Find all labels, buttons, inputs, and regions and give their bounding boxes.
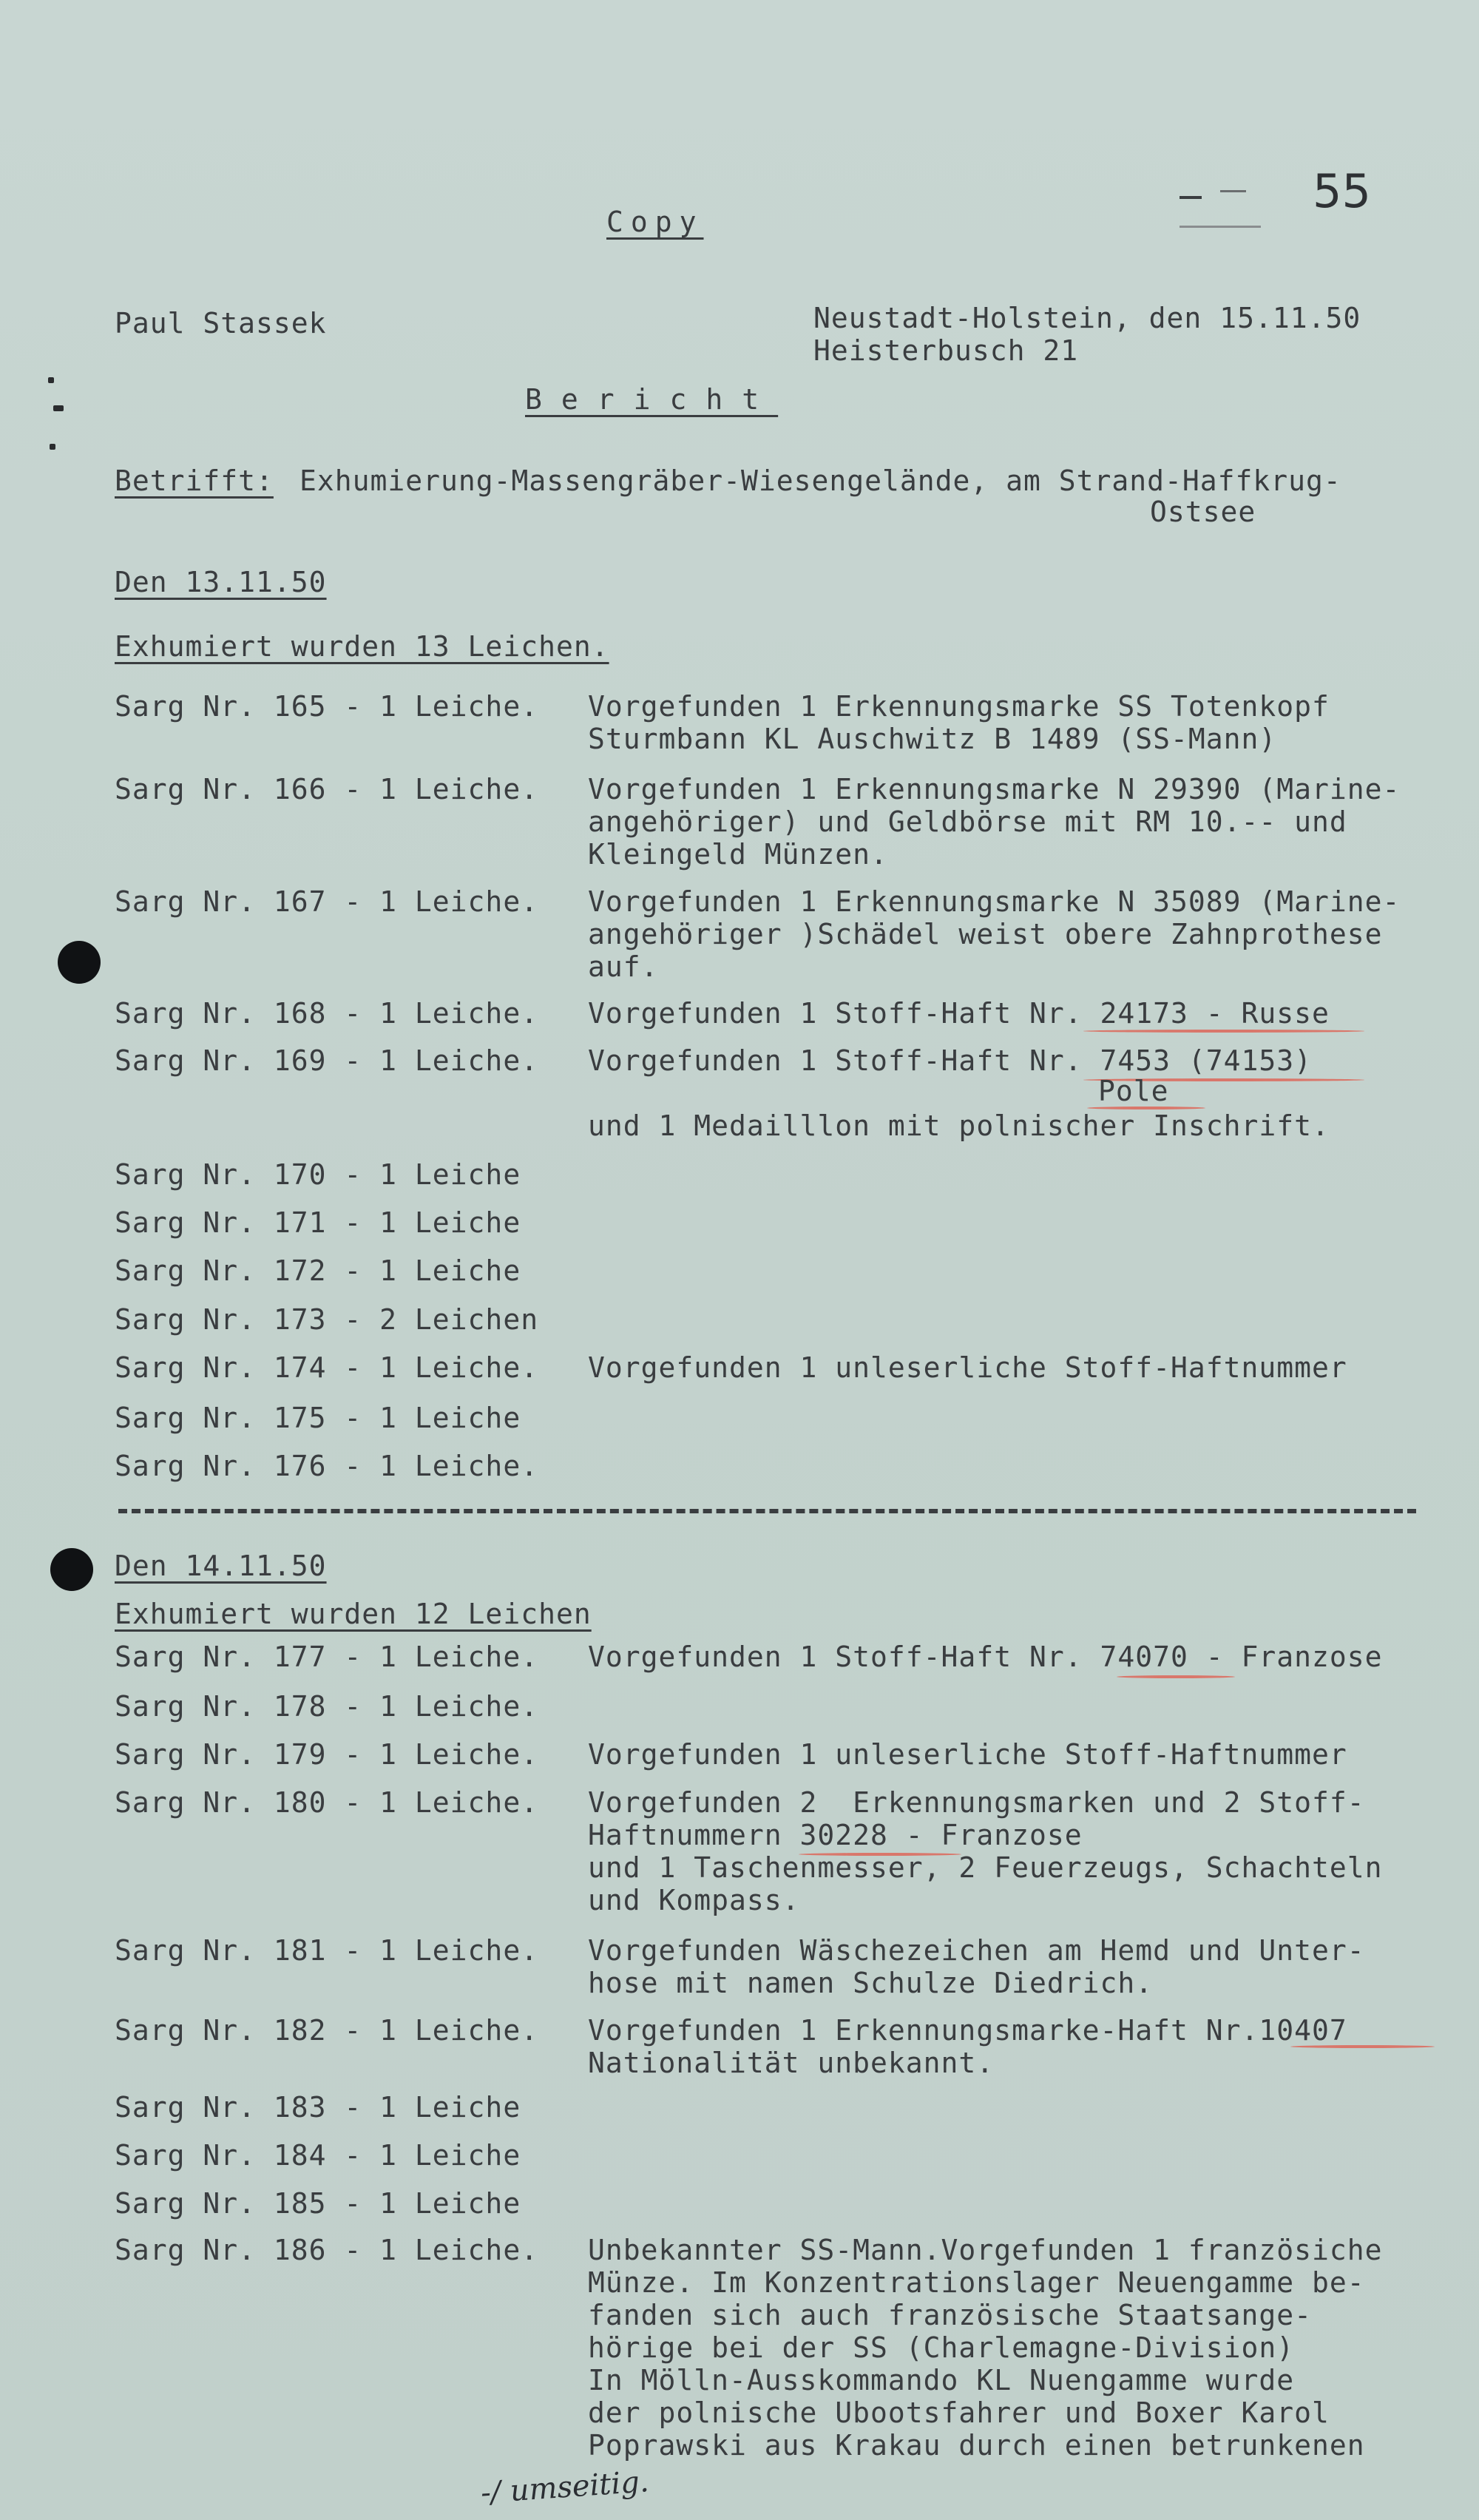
page-number-dash xyxy=(1220,190,1246,192)
sarg-entry-180: Sarg Nr. 180 - 1 Leiche. xyxy=(115,1786,539,1819)
entry-182-line-2: Nationalität unbekannt. xyxy=(588,2047,995,2079)
sarg-entry-173: Sarg Nr. 173 - 2 Leichen xyxy=(115,1303,539,1336)
entry-166-line-1: Vorgefunden 1 Erkennungsmarke N 29390 (Marine- xyxy=(588,773,1401,805)
margin-mark xyxy=(48,377,54,383)
sarg-entry-166: Sarg Nr. 166 - 1 Leiche. xyxy=(115,773,539,805)
entry-174-line-1: Vorgefunden 1 unleserliche Stoff-Haftnummer xyxy=(588,1351,1347,1384)
entry-186-line-6: der polnische Ubootsfahrer und Boxer Karol xyxy=(588,2396,1330,2429)
entry-181-line-2: hose mit namen Schulze Diedrich. xyxy=(588,1967,1154,1999)
sarg-entry-172: Sarg Nr. 172 - 1 Leiche xyxy=(115,1254,521,1287)
sender-address: Heisterbusch 21 xyxy=(813,334,1079,367)
sarg-entry-182: Sarg Nr. 182 - 1 Leiche. xyxy=(115,2014,539,2047)
sarg-entry-186: Sarg Nr. 186 - 1 Leiche. xyxy=(115,2234,539,2266)
margin-mark xyxy=(50,444,55,450)
sarg-entry-174: Sarg Nr. 174 - 1 Leiche. xyxy=(115,1351,539,1384)
handwritten-note: -/ umseitig. xyxy=(479,2465,650,2510)
entry-186-line-4: hörige bei der SS (Charlemagne-Division) xyxy=(588,2331,1295,2364)
sarg-entry-183: Sarg Nr. 183 - 1 Leiche xyxy=(115,2091,521,2124)
place-date: Neustadt-Holstein, den 15.11.50 xyxy=(813,302,1361,334)
sarg-entry-167: Sarg Nr. 167 - 1 Leiche. xyxy=(115,885,539,918)
entry-168-line-1: Vorgefunden 1 Stoff-Haft Nr. 24173 - Russe xyxy=(588,997,1330,1030)
entry-167-line-3: auf. xyxy=(588,950,659,983)
page-number: 55 xyxy=(1313,164,1371,218)
entry-186-line-3: fanden sich auch französische Staatsange- xyxy=(588,2299,1312,2331)
section-divider xyxy=(118,1509,1416,1513)
entry-186-line-7: Poprawski aus Krakau durch einen betrunkenen xyxy=(588,2429,1365,2462)
punch-hole xyxy=(50,1548,93,1591)
copy-label: Copy xyxy=(606,206,704,238)
sarg-entry-177: Sarg Nr. 177 - 1 Leiche. xyxy=(115,1641,539,1673)
entry-180-line-3: und 1 Taschenmesser, 2 Feuerzeugs, Schachteln xyxy=(588,1851,1383,1884)
sarg-entry-165: Sarg Nr. 165 - 1 Leiche. xyxy=(115,690,539,723)
sarg-entry-176: Sarg Nr. 176 - 1 Leiche. xyxy=(115,1450,539,1482)
margin-mark xyxy=(53,405,64,411)
subject-text-2: Ostsee xyxy=(1150,496,1256,528)
section2-date: Den 14.11.50 xyxy=(115,1550,327,1582)
sarg-entry-181: Sarg Nr. 181 - 1 Leiche. xyxy=(115,1934,539,1967)
red-underline xyxy=(1083,1030,1364,1033)
entry-169-line-1: Vorgefunden 1 Stoff-Haft Nr. 7453 (74153) xyxy=(588,1044,1312,1077)
subject-text: Exhumierung-Massengräber-Wiesengelände, am Strand-Haffkrug- xyxy=(299,465,1341,497)
entry-180-line-4: und Kompass. xyxy=(588,1884,800,1916)
entry-165-line-1: Vorgefunden 1 Erkennungsmarke SS Totenkopf xyxy=(588,690,1330,723)
section1-date: Den 13.11.50 xyxy=(115,566,327,598)
entry-169-extra-2: und 1 Medailllon mit polnischer Inschrift. xyxy=(588,1109,1330,1142)
entry-166-line-2: angehöriger) und Geldbörse mit RM 10.-- und xyxy=(588,805,1347,838)
entry-186-line-5: In Mölln-Ausskommando KL Nuengamme wurde xyxy=(588,2364,1295,2396)
sarg-entry-168: Sarg Nr. 168 - 1 Leiche. xyxy=(115,997,539,1030)
sender-name: Paul Stassek xyxy=(115,307,327,340)
red-underline xyxy=(1117,1675,1235,1678)
sarg-entry-175: Sarg Nr. 175 - 1 Leiche xyxy=(115,1402,521,1434)
punch-hole xyxy=(58,941,101,984)
page-number-dash xyxy=(1180,196,1202,199)
section1-summary: Exhumiert wurden 13 Leichen. xyxy=(115,630,609,663)
sarg-entry-184: Sarg Nr. 184 - 1 Leiche xyxy=(115,2139,521,2172)
section2-summary: Exhumiert wurden 12 Leichen xyxy=(115,1598,592,1630)
subject-label: Betrifft: xyxy=(115,465,274,497)
red-underline xyxy=(1290,2045,1435,2048)
entry-180-line-1: Vorgefunden 2 Erkennungsmarken und 2 Stoff- xyxy=(588,1786,1365,1819)
entry-166-line-3: Kleingeld Münzen. xyxy=(588,838,888,871)
page-number-dash xyxy=(1180,226,1261,228)
entry-180-line-2: Haftnummern 30228 - Franzose xyxy=(588,1819,1083,1851)
sarg-entry-170: Sarg Nr. 170 - 1 Leiche xyxy=(115,1158,521,1191)
entry-177-line-1: Vorgefunden 1 Stoff-Haft Nr. 74070 - Franzose xyxy=(588,1641,1383,1673)
sarg-entry-185: Sarg Nr. 185 - 1 Leiche xyxy=(115,2187,521,2220)
entry-181-line-1: Vorgefunden Wäschezeichen am Hemd und Unter- xyxy=(588,1934,1365,1967)
entry-186-line-1: Unbekannter SS-Mann.Vorgefunden 1 französiche xyxy=(588,2234,1383,2266)
sarg-entry-171: Sarg Nr. 171 - 1 Leiche xyxy=(115,1206,521,1239)
entry-182-line-1: Vorgefunden 1 Erkennungsmarke-Haft Nr.10407 xyxy=(588,2014,1347,2047)
sarg-entry-178: Sarg Nr. 178 - 1 Leiche. xyxy=(115,1690,539,1723)
entry-179-line-1: Vorgefunden 1 unleserliche Stoff-Haftnummer xyxy=(588,1738,1347,1771)
entry-167-line-1: Vorgefunden 1 Erkennungsmarke N 35089 (Marine- xyxy=(588,885,1401,918)
sarg-entry-169: Sarg Nr. 169 - 1 Leiche. xyxy=(115,1044,539,1077)
entry-167-line-2: angehöriger )Schädel weist obere Zahnprothese xyxy=(588,918,1383,950)
entry-165-line-2: Sturmbann KL Auschwitz B 1489 (SS-Mann) xyxy=(588,723,1277,755)
sarg-entry-179: Sarg Nr. 179 - 1 Leiche. xyxy=(115,1738,539,1771)
entry-169-extra-1: Pole xyxy=(1098,1075,1169,1107)
entry-186-line-2: Münze. Im Konzentrationslager Neuengamme be- xyxy=(588,2266,1365,2299)
report-title: Bericht xyxy=(525,383,779,416)
